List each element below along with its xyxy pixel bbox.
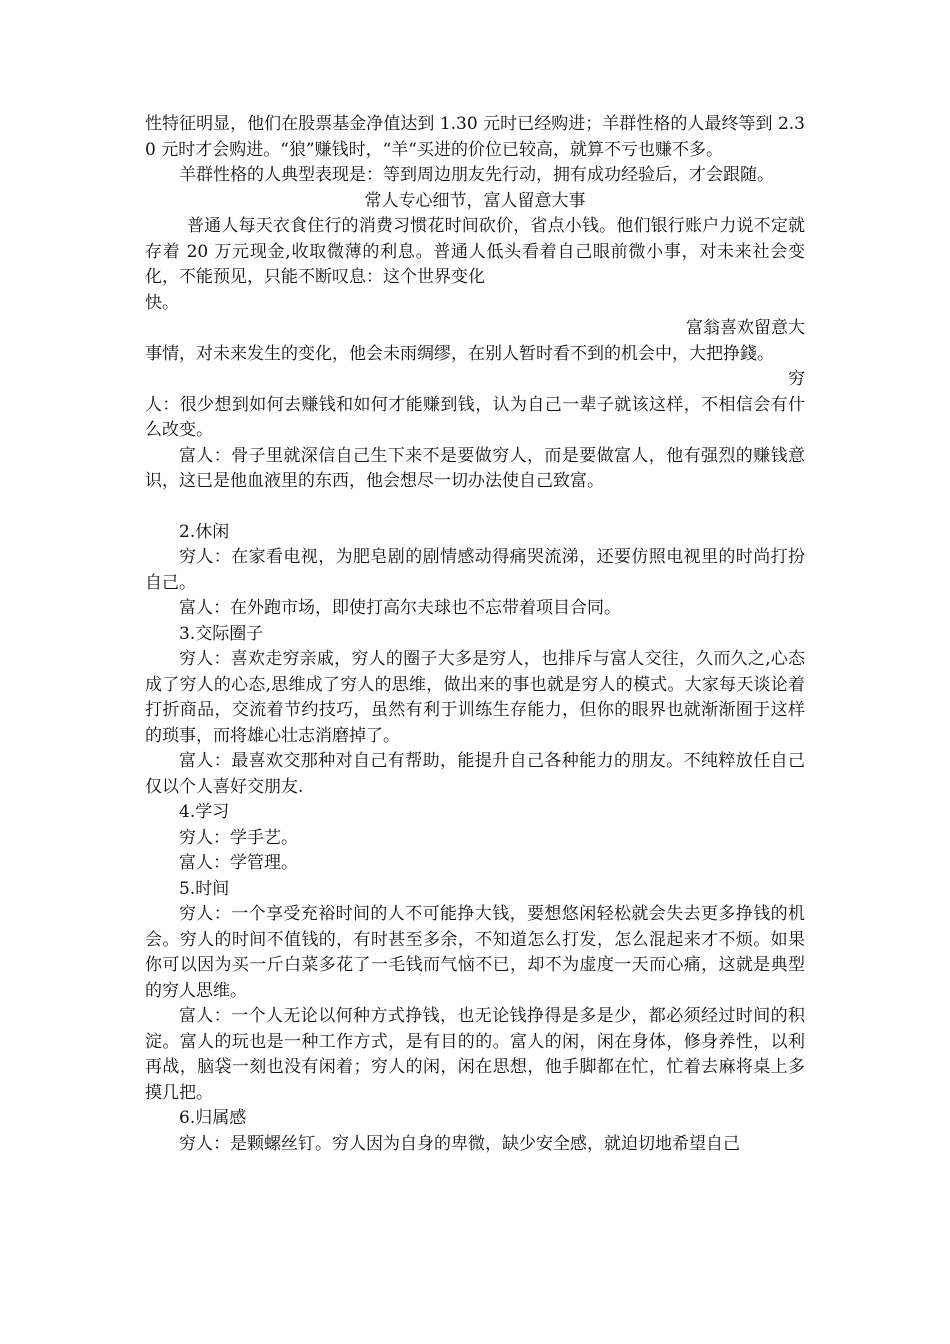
- heading-belonging: 6.归属感: [179, 1108, 247, 1128]
- heading-leisure: 2.休闲: [179, 521, 230, 542]
- blank-line: [145, 495, 805, 520]
- paragraph-belonging-poor: 穷人：是颗螺丝钉。穷人因为自身的卑微，缺少安全感，就迫切地希望自己: [179, 1133, 740, 1154]
- paragraph-time-poor: 穷人：一个享受充裕时间的人不可能挣大钱，要想悠闲轻松就会失去更多挣钱的机会。穷人的时间不值钱的，有时甚至多余，不知道怎么打发，怎么混起来才不烦。如果你可以因为买一斤白菜多花了一毛钱而气恼不已，却不为虚度一天而心痛，这就是典型的穷人思维。: [145, 904, 805, 1001]
- paragraph-ordinary-people: 普通人每天衣食住行的消费习惯花时间砍价，省点小钱。他们银行账户力说不定就存着 20 万元现金,收取微薄的利息。普通人低头看着自己眼前微小事，对未来社会变化，不能预见，只能不断叹息：这个世界变化: [145, 216, 805, 287]
- paragraph-fragment: 快。: [145, 292, 179, 313]
- paragraph-leisure-rich: 富人：在外跑市场，即使打高尔夫球也不忘带着项目合同。: [179, 598, 621, 618]
- paragraph-social-poor: 穷人：喜欢走穷亲戚，穷人的圈子大多是穷人，也排斥与富人交往，久而久之,心态成了穷人的心态,思维成了穷人的思维，做出来的事也就是穷人的模式。大家每天谈论着打折商品，交流着节约技巧，虽然有利于训练生存能力，但你的眼界也就渐渐囿于这样的琐事，而将雄心壮志消磨掉了。: [145, 649, 805, 746]
- paragraph-rich-continued: 事情，对未来发生的变化，他会未雨绸缪，在别人暂时看不到的机会中，大把挣錢。: [145, 343, 774, 364]
- paragraph-leisure-poor: 穷人：在家看电视，为肥皂剧的剧情感动得痛哭流涕，还要仿照电视里的时尚打扮自己。: [145, 547, 805, 593]
- paragraph-time-rich: 富人：一个人无论以何种方式挣钱，也无论钱挣得是多是少，都必须经过时间的积淀。富人的玩也是一种工作方式，是有目的的。富人的闲，闲在身体，修身养性，以利再战，脑袋一刻也没有闲着；穷人的闲，闲在思想，他手脚都在忙，忙着去麻将桌上多摸几把。: [145, 1006, 805, 1103]
- heading-learning: 4.学习: [179, 802, 230, 822]
- paragraph-wolf-sheep: 性特征明显，他们在股票基金净值达到 1.30 元时已经购进；羊群性格的人最终等到 2.30 元时才会购进。“狼”赚钱时，“羊“买进的价位已较高，就算不亏也赚不多。: [145, 114, 805, 160]
- paragraph-rich-start: 富翁喜欢留意大: [686, 318, 805, 338]
- paragraph-learning-poor: 穷人：学手艺。: [179, 827, 298, 848]
- paragraph-sheep-behavior: 羊群性格的人典型表现是：等到周边朋友先行动，拥有成功经验后，才会跟随。: [179, 165, 774, 185]
- paragraph-learning-rich: 富人：学管理。: [179, 853, 298, 873]
- document-page: [145, 112, 805, 1157]
- paragraph-social-rich: 富人：最喜欢交那种对自己有帮助，能提升自己各种能力的朋友。不纯粹放任自己仅以个人喜好交朋友.: [145, 751, 805, 797]
- heading-social-circle: 3.交际圈子: [179, 623, 264, 644]
- paragraph-poor-start: 穷: [788, 369, 805, 389]
- section-title: 常人专心细节，富人留意大事: [364, 190, 586, 211]
- paragraph-poor-continued: 人：很少想到如何去赚钱和如何才能赚到钱，认为自己一辈子就该这样，不相信会有什么改变。: [145, 394, 805, 440]
- heading-time: 5.时间: [179, 878, 230, 899]
- paragraph-rich-mindset: 富人：骨子里就深信自己生下来不是要做穷人，而是要做富人，他有强烈的赚钱意识，这已是他血液里的东西，他会想尽一切办法使自己致富。: [145, 445, 805, 491]
